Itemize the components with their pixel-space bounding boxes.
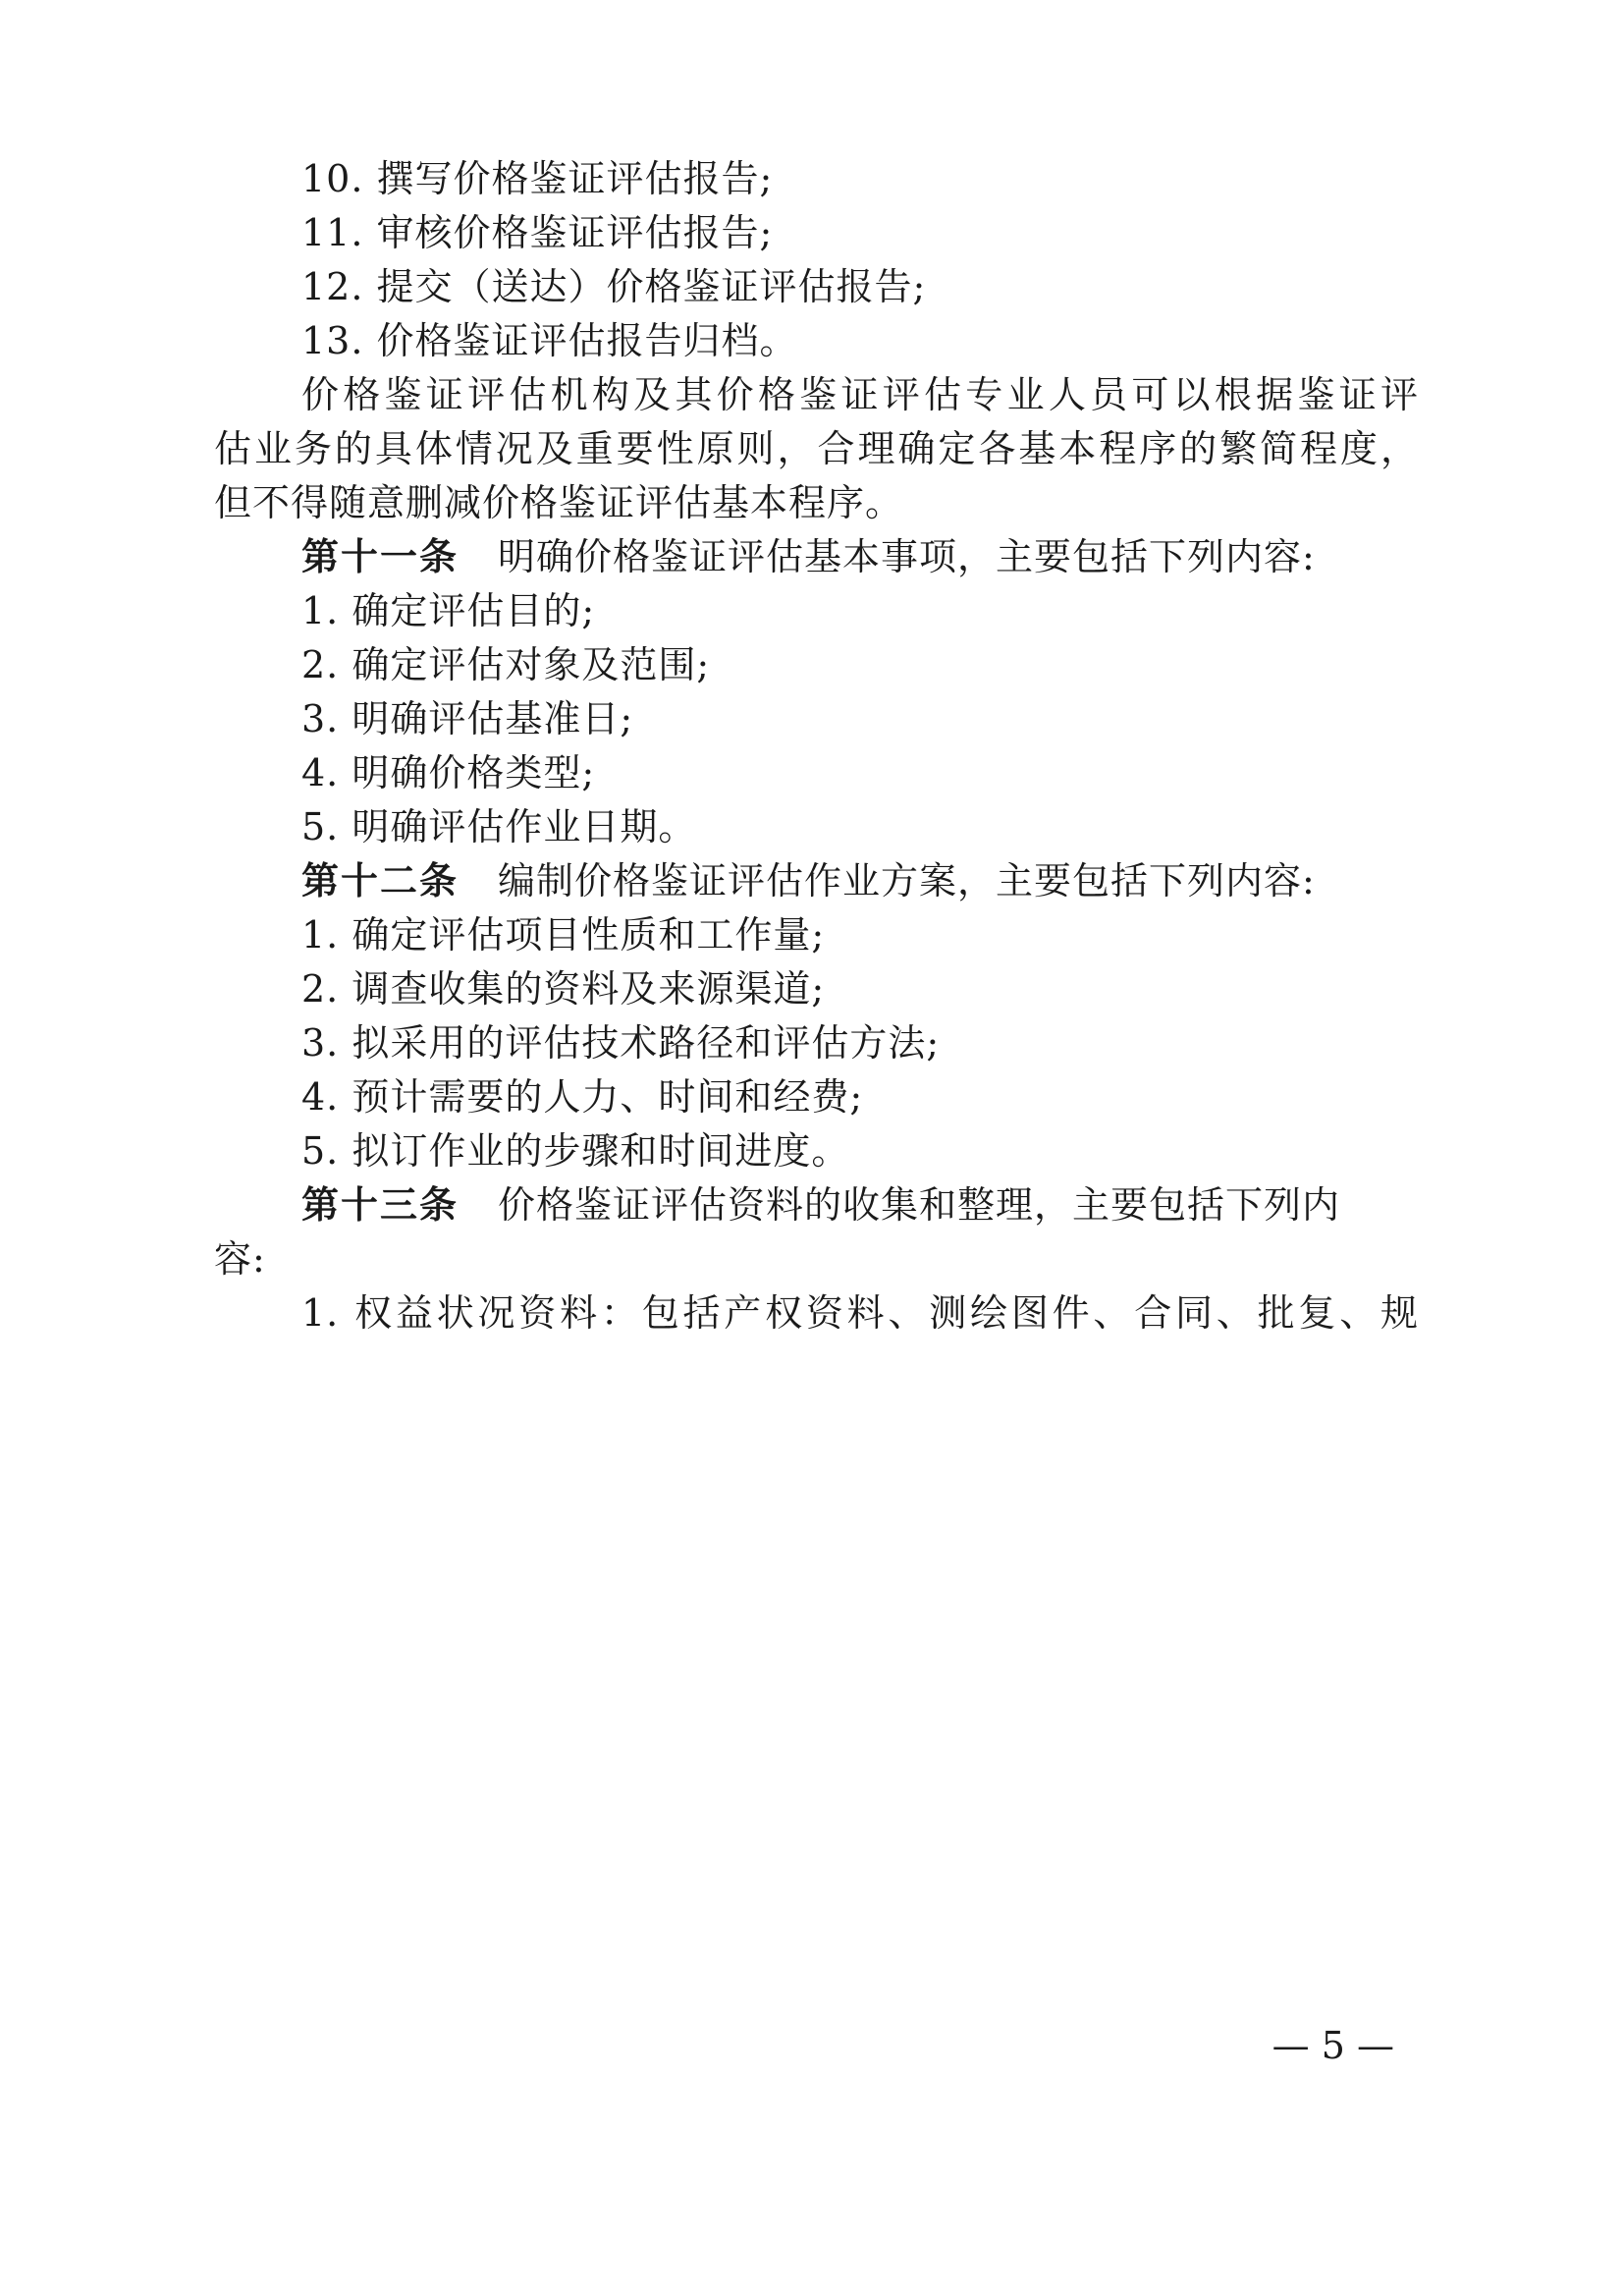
list-item: 1. 确定评估目的;: [301, 589, 596, 632]
paragraph-line: 估业务的具体情况及重要性原则，合理确定各基本程序的繁简程度，: [214, 427, 1419, 470]
article-text: 价格鉴证评估资料的收集和整理，主要包括下列内: [498, 1183, 1341, 1227]
list-item: 2. 调查收集的资料及来源渠道;: [301, 967, 826, 1011]
paragraph-line: 容:: [214, 1237, 266, 1281]
list-item: 1. 确定评估项目性质和工作量;: [301, 913, 826, 957]
paragraph-line: 价格鉴证评估机构及其价格鉴证评估专业人员可以根据鉴证评: [301, 373, 1419, 416]
list-item: 4. 明确价格类型;: [301, 751, 596, 794]
list-item: 5. 明确评估作业日期。: [301, 805, 697, 848]
list-item: 11. 审核价格鉴证评估报告;: [301, 211, 774, 254]
list-item: 2. 确定评估对象及范围;: [301, 643, 711, 686]
list-item: 1. 权益状况资料：包括产权资料、测绘图件、合同、批复、规: [301, 1291, 1419, 1335]
list-item: 4. 预计需要的人力、时间和经费;: [301, 1075, 864, 1119]
article-13-heading: [0, 1175, 1623, 1234]
list-item: 13. 价格鉴证评估报告归档。: [301, 319, 798, 362]
article-label: 第十二条: [301, 858, 460, 902]
article-text: 明确价格鉴证评估基本事项，主要包括下列内容:: [498, 535, 1316, 578]
article-label: 第十三条: [301, 1182, 460, 1227]
list-item: 5. 拟订作业的步骤和时间进度。: [301, 1129, 850, 1173]
list-item: 12. 提交（送达）价格鉴证评估报告;: [301, 265, 927, 308]
article-text: 编制价格鉴证评估作业方案，主要包括下列内容:: [498, 859, 1316, 902]
list-item: 3. 明确评估基准日;: [301, 697, 634, 740]
list-item: 3. 拟采用的评估技术路径和评估方法;: [301, 1021, 941, 1065]
article-12-heading: [0, 851, 1623, 910]
paragraph-line: 但不得随意删减价格鉴证评估基本程序。: [214, 481, 904, 524]
article-label: 第十一条: [301, 534, 460, 578]
page-number: — 5 —: [1271, 2024, 1394, 2067]
list-item: 10. 撰写价格鉴证评估报告;: [301, 157, 774, 200]
article-11-heading: [0, 527, 1623, 586]
